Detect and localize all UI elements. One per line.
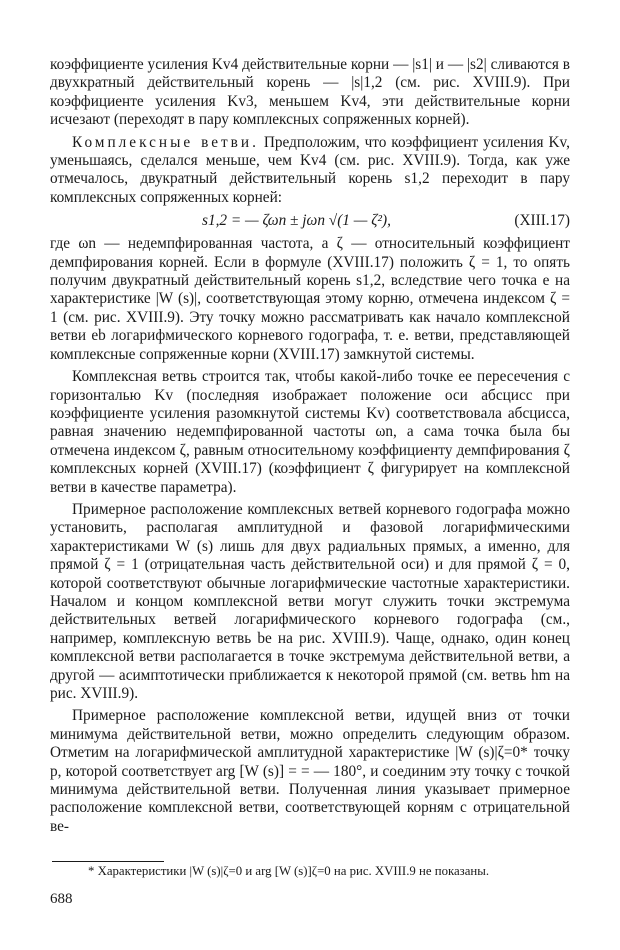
section-heading: Комплексные ветви. [72,133,259,151]
formula-expression: s1,2 = — ζωn ± jωn √(1 — ζ²), [202,212,391,230]
page-number: 688 [50,891,73,907]
paragraph-4: Комплексная ветвь строится так, чтобы какой-либо точке ее пересечения с горизонталью Kv (последняя изображает положение оси абсцисс при коэффициенте усиления разомкнутой системы Kv) соответствовала абсцисса, равная значению недемпфированной частоты ωn, а сама точка была бы отмечена индексом ζ, равным относительному коэффициенту демпфирования ζ комплексных корней (XVIII.17) (коэффициент ζ фигурирует на комплексной ветви в качестве параметра). [50,368,570,496]
paragraph-5: Примерное расположение комплексных ветвей корневого годографа можно установить, располагая амплитудной и фазовой логарифмическими характеристиками W (s) лишь для двух радиальных прямых, а именно, для прямой ζ = 1 (отрицательная часть действительной оси) и для прямой ζ = 0, которой соответствуют обычные логарифмические частотные характеристики. Началом и концом комплексной ветви могут служить точки экстремума действительных ветвей логарифмического корневого годографа (см., например, комплексную ветвь be на рис. XVIII.9). Чаще, однако, один конец комплексной ветви располагается в точке экстремума действительной ветви, а другой — асимптотически приближается к некоторой прямой (см. ветвь hm на рис. XVIII.9). [50,500,570,702]
paragraph-2-text: Предположим, что коэффициент усиления Kv, уменьшаясь, сделался меньше, чем Kv4 (см. рис. XVIII.9). Тогда, как уже отмечалось, двукратный действительный корень s1,2 переходит в пару комплексных сопряженных корней: [50,133,570,206]
formula-line [50,211,570,233]
footnote-divider [52,861,164,862]
paragraph-1: коэффициенте усиления Kv4 действительные корни — |s1| и — |s2| сливаются в двухкратный действительный корень — |s|1,2 (см. рис. XVIII.9). При коэффициенте усиления Kv3, меньшем Kv4, эти действительные корни исчезают (переходят в пару комплексных сопряженных корней). [50,56,570,129]
paragraph-2 [50,134,570,208]
formula-number: (XIII.17) [514,212,570,230]
paragraph-3: где ωn — недемпфированная частота, а ζ — относительный коэффициент демпфирования корней. Если в формуле (XVIII.17) положить ζ = 1, то опять получим двукратный действительный корень s1,2, вследствие чего точка e на характеристике |W (s)|, соответствующая этому корню, отмечена индексом ζ = 1 (см. рис. XVIII.9). Эту точку можно рассматривать как начало комплексной ветви eb логарифмического корневого годографа, т. е. ветви, представляющей комплексные сопряженные корни (XVIII.17) замкнутой системы. [50,235,570,363]
page-body [50,56,570,840]
paragraph-6: Примерное расположение комплексной ветви, идущей вниз от точки минимума действительной ветви, можно определить следующим образом. Отметим на логарифмической амплитудной характеристике |W (s)|ζ=0* точку p, которой соответствует arg [W (s)] = = — 180°, и соединим эту точку с точкой минимума действительной ветви. Полученная линия указывает примерное расположение комплексной ветви, соответствующей корням с отрицательной ве- [50,707,570,835]
footnote: * Характеристики |W (s)|ζ=0 и arg [W (s)]ζ=0 на рис. XVIII.9 не показаны. [88,864,490,878]
